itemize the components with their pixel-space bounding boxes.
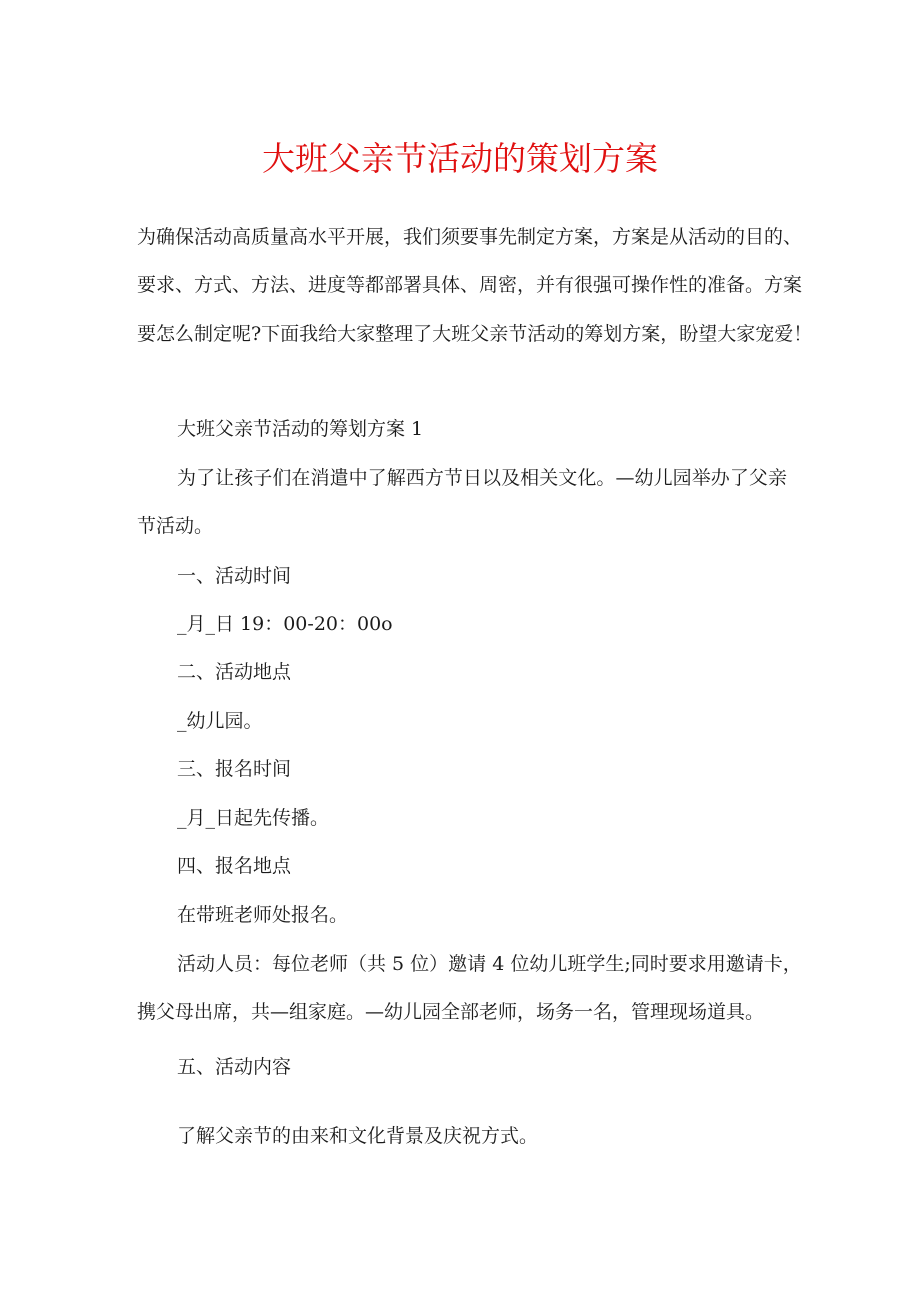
activity-time-text: _月_日 19：00-20：00o (177, 613, 393, 635)
intro-line-2: 要求、方式、方法、进度等都部署具体、周密，并有很强可操作性的准备。方案 (137, 274, 803, 296)
heading-activity-location: 二、活动地点 (177, 661, 292, 683)
signup-location-text: 在带班老师处报名。 (177, 904, 349, 926)
intro-line-3: 要怎么制定呢?下面我给大家整理了大班父亲节活动的筹划方案，盼望大家宠爱！ (137, 323, 813, 345)
staff-line-2: 携父母出席，共—组家庭。—幼儿园全部老师，场务一名，管理现场道具。 (137, 1001, 765, 1023)
activity-location-text: _幼儿园。 (177, 710, 263, 732)
section-heading: 大班父亲节活动的筹划方案 1 (177, 418, 424, 440)
activity-content-text: 了解父亲节的由来和文化背景及庆祝方式。 (177, 1125, 539, 1147)
heading-activity-content: 五、活动内容 (177, 1056, 292, 1078)
para1-line-2: 节活动。 (137, 515, 214, 537)
heading-signup-location: 四、报名地点 (177, 855, 292, 877)
staff-line-1: 活动人员：每位老师（共 5 位）邀请 4 位幼儿班学生;同时要求用邀请卡， (177, 953, 802, 975)
heading-activity-time: 一、活动时间 (177, 565, 292, 587)
signup-time-text: _月_日起先传播。 (177, 807, 330, 829)
document-title: 大班父亲节活动的策划方案 (262, 139, 658, 178)
intro-line-1: 为确保活动高质量高水平开展，我们须要事先制定方案，方案是从活动的目的、 (137, 226, 803, 248)
heading-signup-time: 三、报名时间 (177, 758, 292, 780)
para1-line-1: 为了让孩子们在消遣中了解西方节日以及相关文化。—幼儿园举办了父亲 (177, 467, 787, 489)
